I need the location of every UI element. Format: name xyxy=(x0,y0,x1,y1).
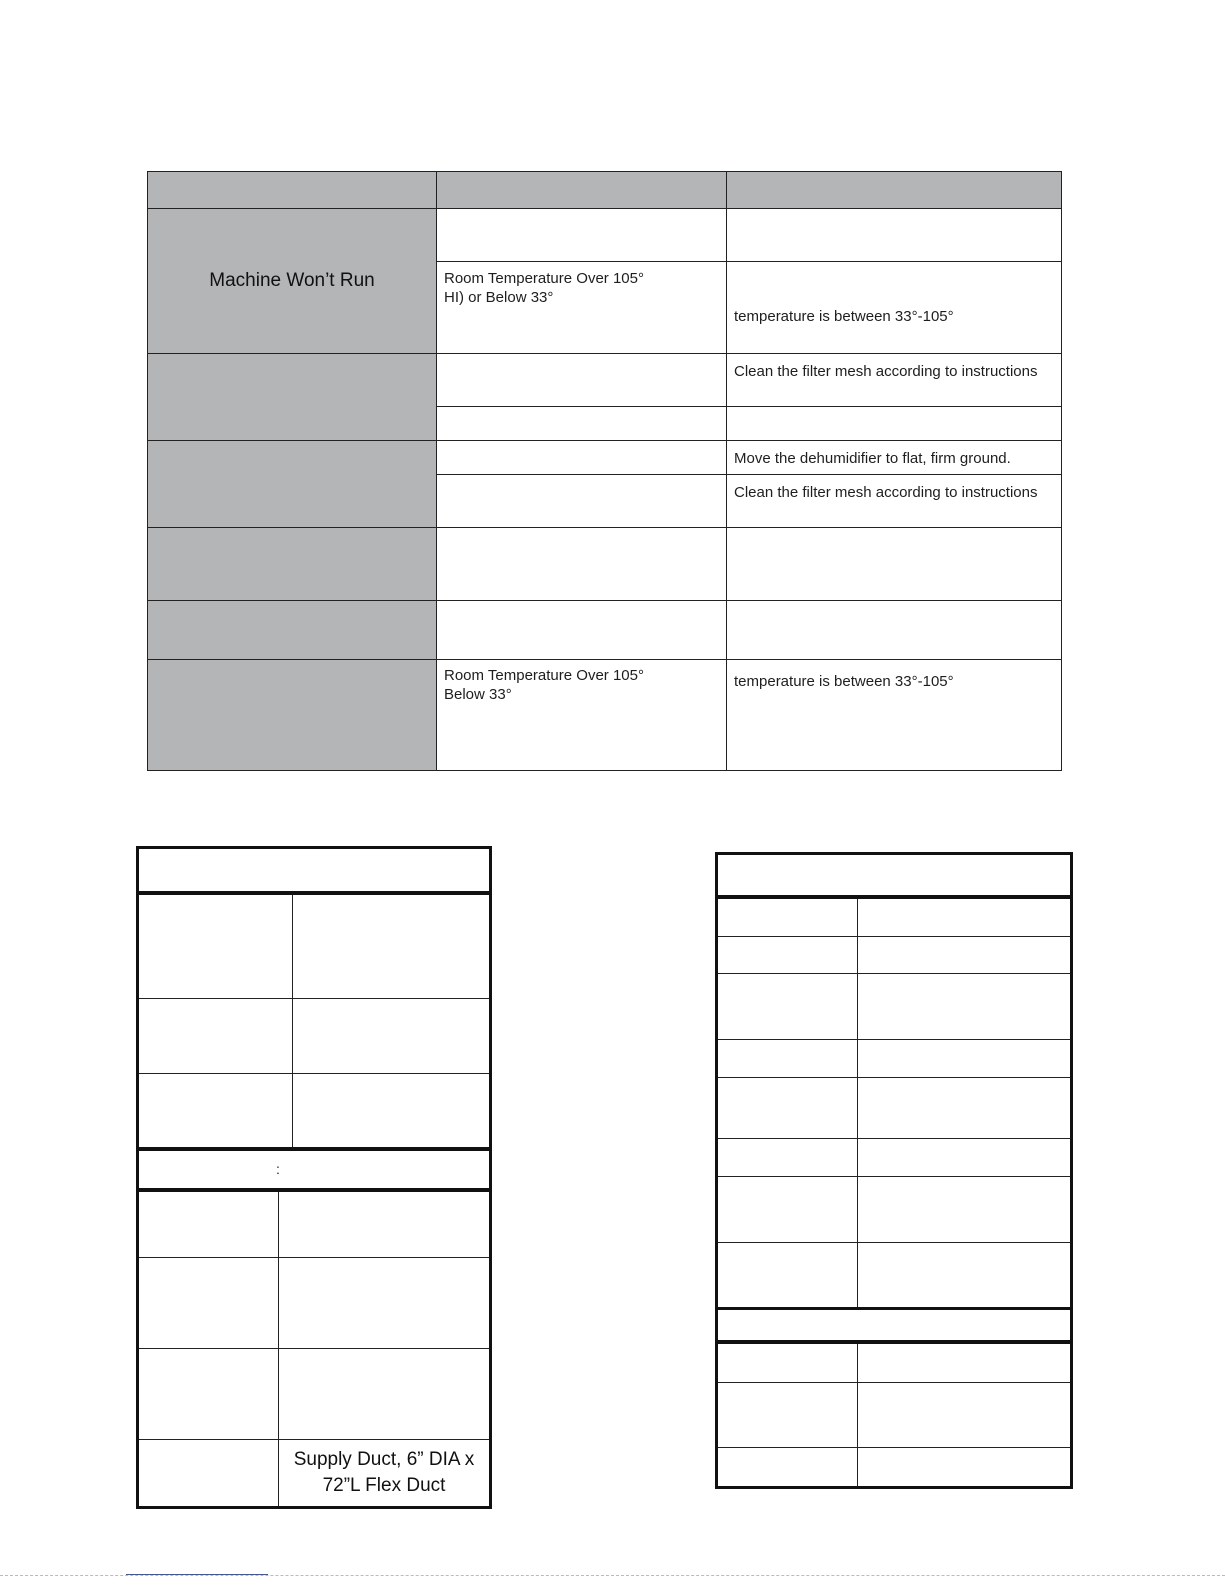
spec-right-section-1 xyxy=(715,896,1073,1310)
solution-cell-3b xyxy=(726,474,1062,528)
spec-right-s1-row-line-4 xyxy=(718,1077,1070,1078)
problem-cell-5 xyxy=(147,600,437,660)
cause-room-temp-line2: HI) or Below 33° xyxy=(444,289,554,306)
solution-clean-filter: Clean the filter mesh according to instructions xyxy=(734,363,1038,380)
spec-right-s2-row-line-1 xyxy=(718,1382,1070,1383)
spec-left-subheader-colon: : xyxy=(276,1161,280,1177)
problem-cell-6 xyxy=(147,659,437,771)
cause-cell-5 xyxy=(436,600,727,660)
solution-temperature-range-2: temperature is between 33°-105° xyxy=(734,673,954,690)
header-cell-solution xyxy=(726,171,1062,209)
solution-cell-2a xyxy=(726,353,1062,407)
problem-cell-2 xyxy=(147,353,437,441)
spec-right-s1-row-line-3 xyxy=(718,1039,1070,1040)
cause-cell-4 xyxy=(436,527,727,601)
cause-cell-3a xyxy=(436,440,727,475)
problem-cell-4 xyxy=(147,527,437,601)
spec-right-s1-row-line-2 xyxy=(718,973,1070,974)
troubleshooting-table xyxy=(0,0,1225,780)
cause-room-temp-2-line1: Room Temperature Over 105° xyxy=(444,667,644,684)
cause-room-temp-2-line2: Below 33° xyxy=(444,686,512,703)
solution-cell-6 xyxy=(726,659,1062,771)
problem-cell-1 xyxy=(147,208,437,354)
page-bottom-link-underline xyxy=(126,1574,268,1575)
spec-right-s1-row-line-1 xyxy=(718,936,1070,937)
cause-cell-3b xyxy=(436,474,727,528)
header-cell-cause xyxy=(436,171,727,209)
solution-cell-2b xyxy=(726,406,1062,441)
spec-supply-duct-line2: 72”L Flex Duct xyxy=(322,1475,446,1496)
solution-temperature-range: temperature is between 33°-105° xyxy=(734,308,954,325)
spec-right-section-2 xyxy=(715,1341,1073,1489)
spec-table-right xyxy=(0,840,1225,1500)
cause-cell-1a xyxy=(436,208,727,262)
solution-cell-1a xyxy=(726,208,1062,262)
solution-cell-5 xyxy=(726,600,1062,660)
header-cell-problem xyxy=(147,171,437,209)
problem-machine-wont-run: Machine Won’t Run xyxy=(209,270,375,291)
spec-right-subheader xyxy=(715,1307,1073,1343)
cause-cell-2a xyxy=(436,353,727,407)
spec-right-s2-divider xyxy=(857,1344,858,1486)
solution-cell-4 xyxy=(726,527,1062,601)
solution-cell-3a xyxy=(726,440,1062,475)
spec-right-s2-row-line-2 xyxy=(718,1447,1070,1448)
problem-cell-3 xyxy=(147,440,437,528)
cause-cell-6 xyxy=(436,659,727,771)
spec-right-s1-row-line-5 xyxy=(718,1138,1070,1139)
cause-cell-2b xyxy=(436,406,727,441)
spec-supply-duct-line1: Supply Duct, 6” DIA x xyxy=(293,1449,475,1470)
spec-right-s1-row-line-6 xyxy=(718,1176,1070,1177)
page-bottom-dashed-rule xyxy=(0,1575,1225,1576)
solution-move-flat-ground: Move the dehumidifier to flat, firm ground. xyxy=(734,450,1011,467)
spec-right-s1-row-line-7 xyxy=(718,1242,1070,1243)
spec-right-s1-divider xyxy=(857,899,858,1307)
cause-cell-1b xyxy=(436,261,727,354)
solution-clean-filter-2: Clean the filter mesh according to instructions xyxy=(734,484,1038,501)
spec-right-title-box xyxy=(715,852,1073,898)
cause-room-temp-line1: Room Temperature Over 105° xyxy=(444,270,644,287)
solution-cell-1b xyxy=(726,261,1062,354)
